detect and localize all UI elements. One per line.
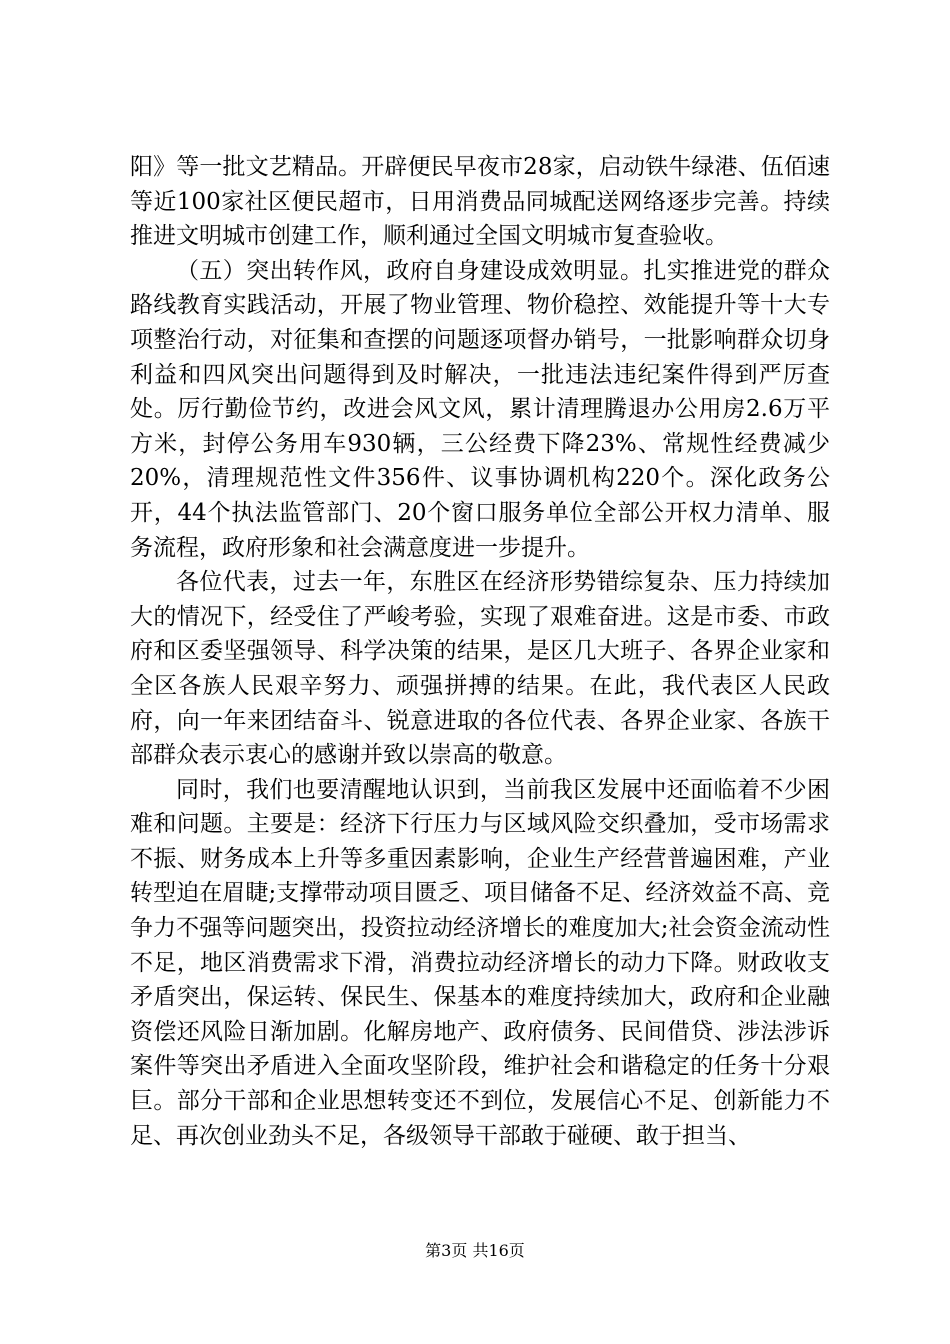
paragraph-1: 阳》等一批文艺精品。开辟便民早夜市28家，启动铁牛绿港、伍佰速等近100家社区便民超市，日用消费品同城配送网络逐步完善。持续推进文明城市创建工作，顺利通过全国文明城市复查验收。 (130, 154, 830, 250)
page-footer: 第3页 共16页 (425, 1241, 525, 1260)
paragraph-4: 同时，我们也要清醒地认识到，当前我区发展中还面临着不少困难和问题。主要是：经济下行压力与区域风险交织叠加，受市场需求不振、财务成本上升等多重因素影响，企业生产经营普遍困难，产业转型迫在眉睫;支撑带动项目匮乏、项目储备不足、经济效益不高、竞争力不强等问题突出，投资拉动经济增长的难度加大;社会资金流动性不足，地区消费需求下滑，消费拉动经济增长的动力下降。财政收支矛盾突出，保运转、保民生、保基本的难度持续加大，政府和企业融资偿还风险日渐加剧。化解房地产、政府债务、民间借贷、涉法涉诉案件等突出矛盾进入全面攻坚阶段，维护社会和谐稳定的任务十分艰巨。部分干部和企业思想转变还不到位，发展信心不足、创新能力不足、再次创业劲头不足，各级领导干部敢于碰硬、敢于担当、 (130, 776, 830, 1149)
paragraph-2: （五）突出转作风，政府自身建设成效明显。扎实推进党的群众路线教育实践活动，开展了物业管理、物价稳控、效能提升等十大专项整治行动，对征集和查摆的问题逐项督办销号，一批影响群众切身利益和四风突出问题得到及时解决，一批违法违纪案件得到严厉查处。厉行勤俭节约，改进会风文风，累计清理腾退办公用房2.6万平方米，封停公务用车930辆，三公经费下降23%、常规性经费减少20%，清理规范性文件356件、议事协调机构220个。深化政务公开，44个执法监管部门、20个窗口服务单位全部公开权力清单、服务流程，政府形象和社会满意度进一步提升。 (130, 257, 830, 561)
document-body (130, 150, 830, 1153)
paragraph-3: 各位代表，过去一年，东胜区在经济形势错综复杂、压力持续加大的情况下，经受住了严峻考验，实现了艰难奋进。这是市委、市政府和区委坚强领导、科学决策的结果，是区几大班子、各界企业家和全区各族人民艰辛努力、顽强拼搏的结果。在此，我代表区人民政府，向一年来团结奋斗、锐意进取的各位代表、各界企业家、各族干部群众表示衷心的感谢并致以崇高的敬意。 (130, 569, 830, 769)
